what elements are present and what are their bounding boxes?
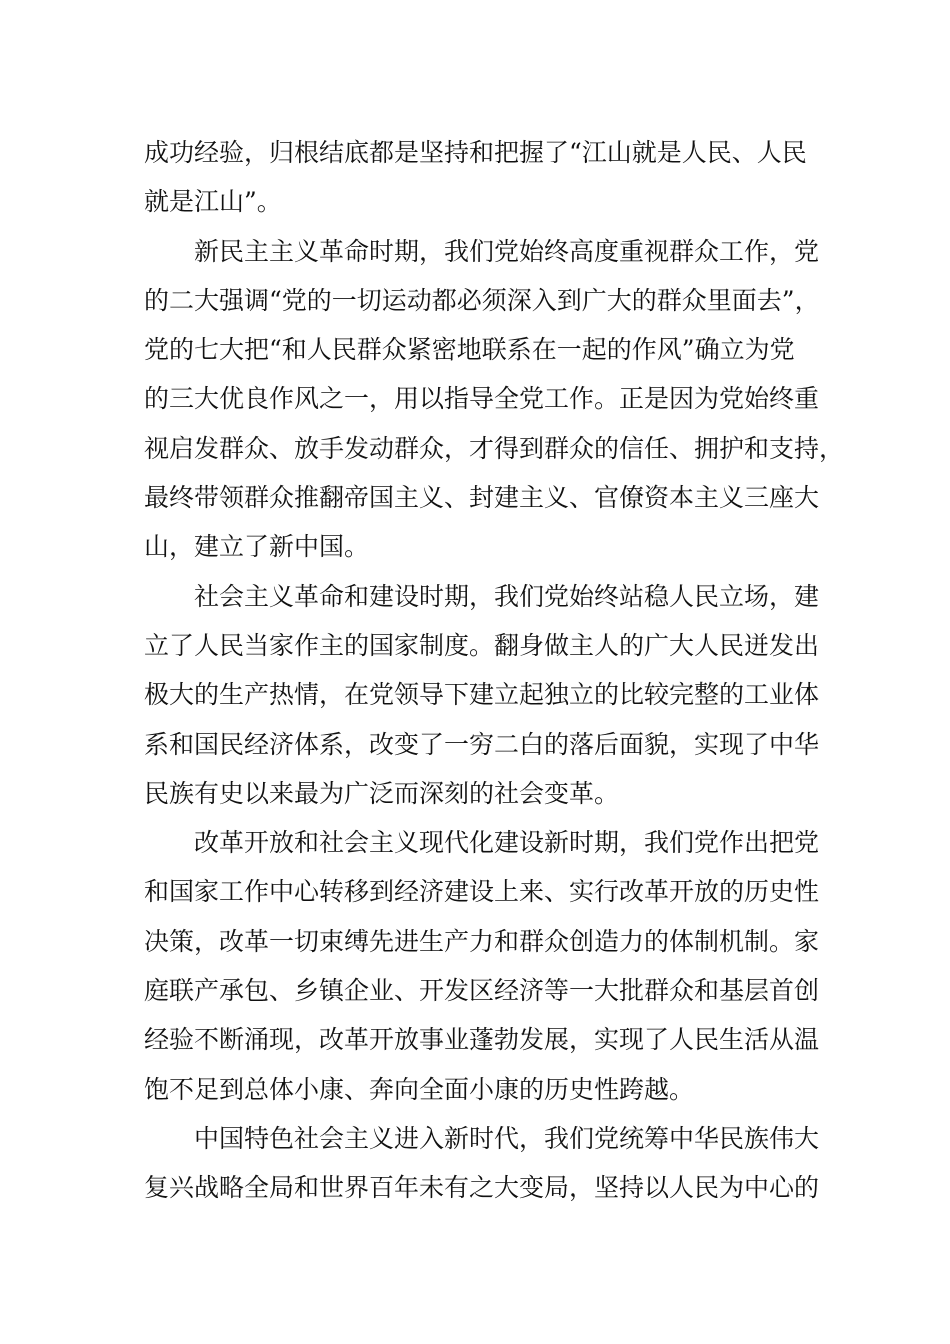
paragraph-start-line: 改革开放和社会主义现代化建设新时期，我们党作出把党 <box>194 828 820 858</box>
text-line: 系和国民经济体系，改变了一穷二白的落后面貌，实现了中华 <box>144 729 820 759</box>
text-line: 立了人民当家作主的国家制度。翻身做主人的广大人民迸发出 <box>144 630 820 660</box>
text-line: 最终带领群众推翻帝国主义、封建主义、官僚资本主义三座大 <box>144 483 820 513</box>
text-line: 的三大优良作风之一，用以指导全党工作。正是因为党始终重 <box>144 384 820 414</box>
text-line: 视启发群众、放手发动群众，才得到群众的信任、拥护和支持， <box>144 433 845 463</box>
text-line: 庭联产承包、乡镇企业、开发区经济等一大批群众和基层首创 <box>144 976 820 1006</box>
paragraph-start-line: 社会主义革命和建设时期，我们党始终站稳人民立场，建 <box>194 581 820 611</box>
text-line: 极大的生产热情，在党领导下建立起独立的比较完整的工业体 <box>144 680 820 710</box>
paragraph-start-line: 新民主主义革命时期，我们党始终高度重视群众工作，党 <box>194 236 820 266</box>
text-line: 的二大强调“党的一切运动都必须深入到广大的群众里面去”， <box>144 285 820 315</box>
text-line: 山，建立了新中国。 <box>144 532 370 562</box>
text-line: 饱不足到总体小康、奔向全面小康的历史性跨越。 <box>144 1074 695 1104</box>
text-line: 决策，改革一切束缚先进生产力和群众创造力的体制机制。家 <box>144 926 820 956</box>
text-line: 复兴战略全局和世界百年未有之大变局，坚持以人民为中心的 <box>144 1173 820 1203</box>
text-line: 和国家工作中心转移到经济建设上来、实行改革开放的历史性 <box>144 877 820 907</box>
text-line: 党的七大把“和人民群众紧密地联系在一起的作风”确立为党 <box>144 335 795 365</box>
text-line: 民族有史以来最为广泛而深刻的社会变革。 <box>144 778 620 808</box>
text-line: 经验不断涌现，改革开放事业蓬勃发展，实现了人民生活从温 <box>144 1025 820 1055</box>
paragraph-start-line: 中国特色社会主义进入新时代，我们党统筹中华民族伟大 <box>194 1123 820 1153</box>
text-line: 成功经验，归根结底都是坚持和把握了“江山就是人民、人民 <box>144 138 807 167</box>
text-line: 就是江山”。 <box>144 187 282 217</box>
body-text <box>144 128 845 1213</box>
